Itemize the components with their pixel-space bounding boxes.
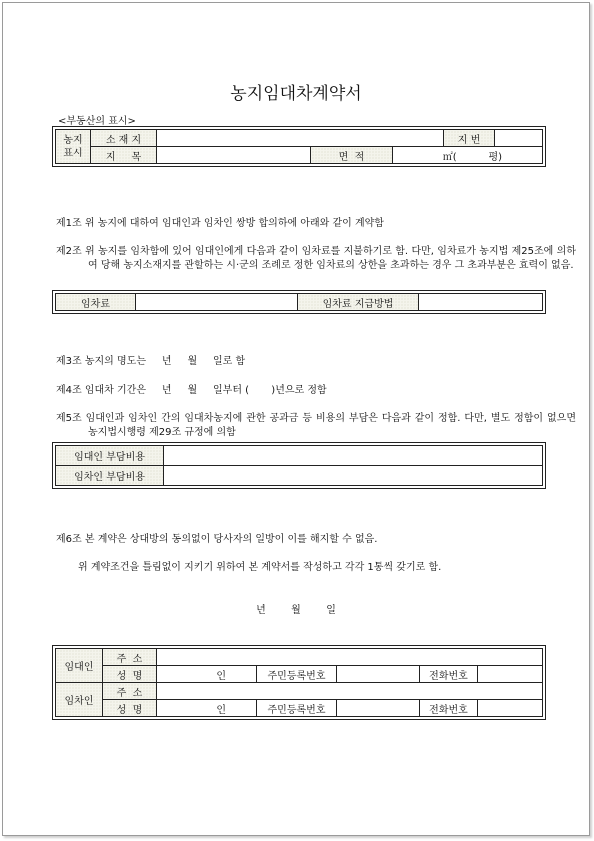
row-header-line1: 농지 [63, 134, 83, 146]
lessor-seal: 인 [157, 666, 257, 683]
lessor-label: 임대인 [56, 649, 103, 683]
lessor-resident-value[interactable] [337, 666, 420, 683]
lessee-cost-value[interactable] [164, 466, 543, 486]
clause-1: 제1조 위 농지에 대하여 임대인과 임차인 쌍방 합의하에 아래와 같이 계약함 [56, 218, 384, 229]
category-value[interactable] [157, 147, 311, 164]
lessor-cost-value[interactable] [164, 446, 543, 466]
clause-5: 제5조 임대인과 임차인 간의 임대차농지에 관한 공과금 등 비용의 부담은 다음과 같이 정함. 다만, 별도 정함이 없으면 농지법시행령 제29조 규정에 의함 [56, 413, 576, 438]
lessee-phone-value[interactable] [478, 700, 543, 717]
party-table [55, 648, 543, 717]
clause-6: 제6조 본 계약은 상대방의 동의없이 당사자의 일방이 이를 해지할 수 없음. [56, 534, 378, 545]
clause-3: 제3조 농지의 명도는 년 월 일로 함 [56, 356, 246, 367]
closing-statement: 위 계약조건을 틀림없이 지키기 위하여 본 계약서를 작성하고 각각 1통씩 갖기로 함. [78, 562, 442, 573]
lessor-phone-label: 전화번호 [420, 666, 478, 683]
payment-method-value[interactable] [419, 294, 543, 311]
property-row-header [56, 130, 91, 164]
lessor-name-label: 성 명 [103, 666, 157, 683]
lessee-name-label: 성 명 [103, 700, 157, 717]
lessor-cost-label: 임대인 부담비용 [56, 446, 164, 466]
location-value[interactable] [157, 130, 444, 147]
property-caption: <부동산의 표시> [58, 116, 136, 127]
rent-value[interactable] [136, 294, 298, 311]
lessee-resident-label: 주민등록번호 [257, 700, 337, 717]
clause-2: 제2조 위 농지를 임차함에 있어 임대인에게 다음과 같이 임차료를 지불하기로 함. 다만, 임차료가 농지법 제25조에 의하여 당해 농지소재지를 관할하는 시·군의 조례로 정한 임차료의 상한을 초과하는 경우 그 초과부분은 효력이 없음. [56, 246, 576, 271]
payment-method-label: 임차료 지급방법 [298, 294, 419, 311]
location-label: 소 재 지 [91, 130, 157, 147]
lessee-seal: 인 [157, 700, 257, 717]
lessee-cost-label: 임차인 부담비용 [56, 466, 164, 486]
lessor-phone-value[interactable] [478, 666, 543, 683]
lessor-address-value[interactable] [157, 649, 543, 666]
lessee-address-value[interactable] [157, 683, 543, 700]
lot-label: 지 번 [444, 130, 495, 147]
rent-table [55, 293, 543, 311]
lessee-phone-label: 전화번호 [420, 700, 478, 717]
lessor-address-label: 주 소 [103, 649, 157, 666]
contract-page [2, 2, 590, 836]
lessee-label: 임차인 [56, 683, 103, 717]
cost-table [55, 445, 543, 486]
clause-4: 제4조 임대차 기간은 년 월 일부터 ( )년으로 정함 [56, 385, 327, 396]
lessee-address-label: 주 소 [103, 683, 157, 700]
property-table [55, 129, 543, 164]
lot-value[interactable] [495, 130, 543, 147]
area-label: 면 적 [311, 147, 393, 164]
page-title: 농지임대차계약서 [230, 84, 362, 104]
category-label: 지 목 [91, 147, 157, 164]
date-line: 년 월 일 [256, 605, 336, 616]
area-value[interactable]: ㎡( 평) [393, 147, 543, 164]
rent-label: 임차료 [56, 294, 136, 311]
lessee-resident-value[interactable] [337, 700, 420, 717]
row-header-line2: 표시 [63, 147, 83, 159]
lessor-resident-label: 주민등록번호 [257, 666, 337, 683]
